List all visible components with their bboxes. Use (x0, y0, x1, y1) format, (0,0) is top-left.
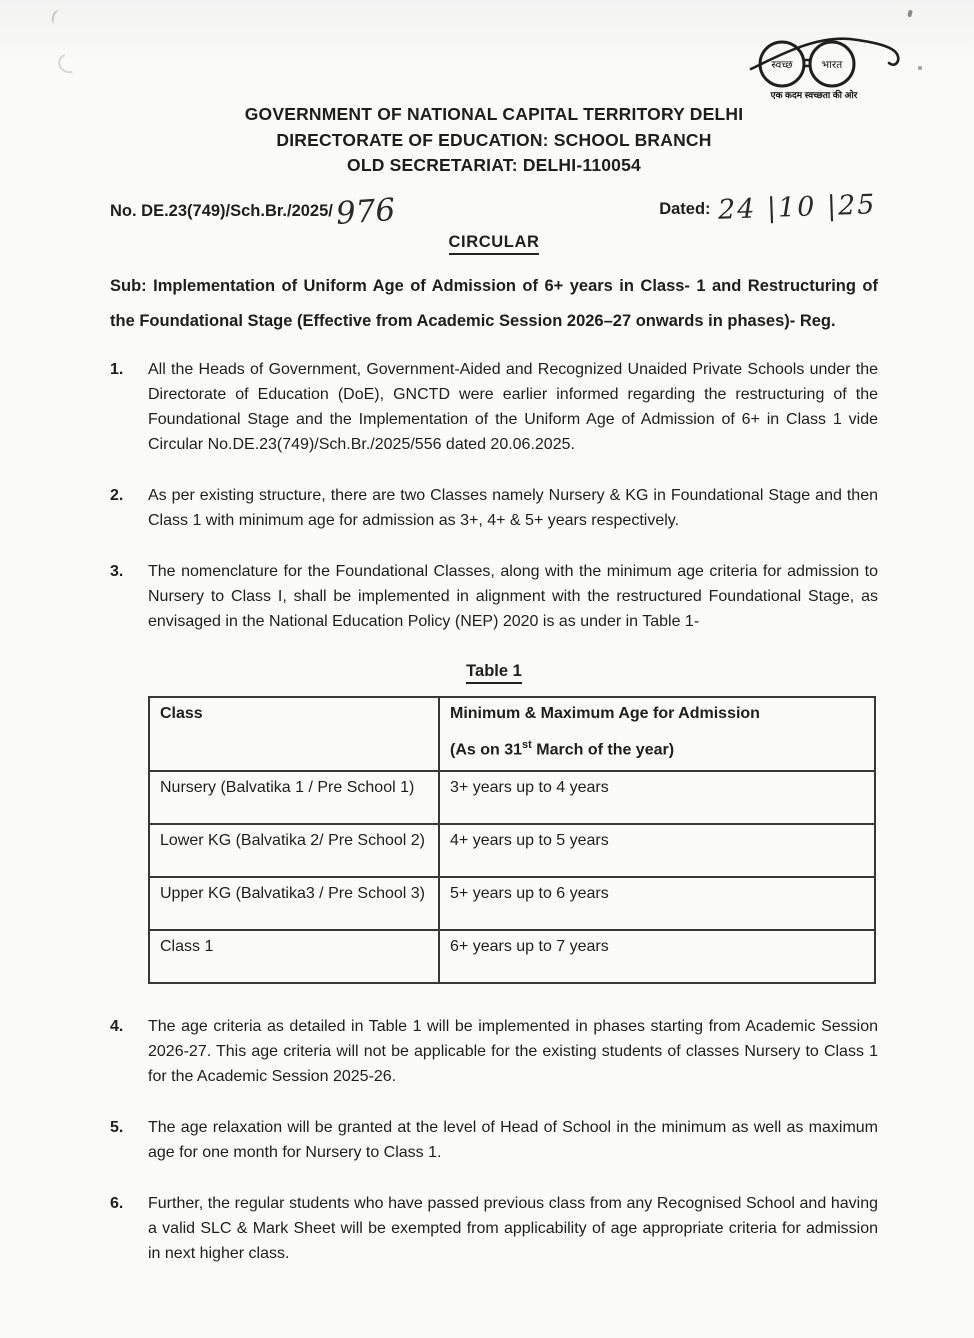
logo-tagline: एक कदम स्वच्छता की ओर (770, 90, 858, 100)
cell-age: 3+ years up to 4 years (439, 771, 875, 824)
document-title (110, 233, 878, 255)
dated-handwritten: 24 |10 |25 (717, 188, 877, 226)
paragraph-number: 6. (110, 1194, 124, 1212)
paragraph-text: All the Heads of Government, Government-Aided and Recognized Unaided Private Schools under the Directorate of Education (DoE), GNCTD were earlier informed regarding the restructuring of the Foundational Stage and the Implementation of the Uniform Age of Admission of 6+ in Class 1 vide Circular No.DE.23(749)/Sch.Br./2025/556 dated 20.06.2025. (148, 360, 878, 453)
table-header-class: Class (149, 697, 439, 771)
reference-row (110, 188, 878, 232)
logo-left-lens-text: स्वच्छ (771, 59, 793, 71)
paragraph-number: 1. (110, 360, 124, 378)
paragraph-number: 2. (110, 486, 124, 504)
paragraph-5 (110, 1115, 878, 1165)
document-title-text: CIRCULAR (449, 233, 540, 255)
paragraph-number: 3. (110, 562, 124, 580)
letterhead-line2: DIRECTORATE OF EDUCATION: SCHOOL BRANCH (276, 129, 712, 150)
subject-line: Sub: Implementation of Uniform Age of Admission of 6+ years in Class- 1 and Restructuring of the Foundational Stage (Effective from Academic Session 2026–27 onwards in phases)- Reg. (110, 276, 878, 330)
table-header-age (439, 697, 875, 771)
paragraph-4 (110, 1014, 878, 1089)
cell-age: 6+ years up to 7 years (439, 930, 875, 983)
table-header-row (149, 697, 875, 771)
table-header-age-line2: (As on 31st March of the year) (450, 738, 675, 758)
table-row (149, 824, 875, 877)
cell-age: 4+ years up to 5 years (439, 824, 875, 877)
cell-class: Upper KG (Balvatika3 / Pre School 3) (149, 877, 439, 930)
table-row (149, 877, 875, 930)
cell-class: Class 1 (149, 930, 439, 983)
reference-number (110, 191, 397, 232)
swachh-bharat-logo (744, 22, 912, 109)
paragraph-text: Further, the regular students who have passed previous class from any Recognised School and having a valid SLC & Mark Sheet will be exempted from applicability of age appropriate criteria for admission in next higher class. (148, 1194, 878, 1262)
spectacles-icon (744, 22, 912, 104)
letterhead-line3: OLD SECRETARIAT: DELHI-110054 (347, 155, 641, 175)
logo-right-lens-text: भारत (821, 59, 843, 71)
dated-field (659, 188, 878, 226)
paragraph-number: 5. (110, 1118, 124, 1136)
paragraph-text: The age relaxation will be granted at the level of Head of School in the minimum as well as maximum age for one month for Nursery to Class 1. (148, 1118, 878, 1161)
paragraph-text: The age criteria as detailed in Table 1 will be implemented in phases starting from Academic Session 2026-27. This age criteria will not be applicable for the existing students of classes Nursery to Class 1 for the Academic Session 2025-26. (148, 1017, 878, 1085)
reference-number-handwritten: 976 (334, 191, 397, 232)
paragraph-3 (110, 559, 878, 634)
table-header-age-line1: Minimum & Maximum Age for Admission (450, 704, 760, 722)
cell-age: 5+ years up to 6 years (439, 877, 875, 930)
cell-class: Nursery (Balvatika 1 / Pre School 1) (149, 771, 439, 824)
paragraph-text: The nomenclature for the Foundational Classes, along with the minimum age criteria for admission to Nursery to Class I, shall be implemented in alignment with the restructured Foundational Stage, as envisaged in the National Education Policy (NEP) 2020 is as under in Table 1- (148, 562, 878, 630)
table-row (149, 930, 875, 983)
reference-number-label: No. DE.23(749)/Sch.Br./2025/ (110, 201, 333, 220)
letterhead-line1: GOVERNMENT OF NATIONAL CAPITAL TERRITORY DELHI (244, 104, 744, 124)
age-admission-table (148, 696, 876, 984)
table-caption (110, 662, 878, 684)
paragraph-number: 4. (110, 1017, 124, 1035)
dated-label: Dated: (659, 199, 711, 218)
paragraph-text: As per existing structure, there are two Classes namely Nursery & KG in Foundational Stage and then Class 1 with minimum age for admission as 3+, 4+ & 5+ years respectively. (148, 486, 878, 529)
paragraph-6 (110, 1191, 878, 1266)
table-row (149, 771, 875, 824)
cell-class: Lower KG (Balvatika 2/ Pre School 2) (149, 824, 439, 877)
paragraph-1 (110, 357, 878, 457)
paragraph-2 (110, 483, 878, 533)
table-caption-text: Table 1 (466, 662, 522, 684)
